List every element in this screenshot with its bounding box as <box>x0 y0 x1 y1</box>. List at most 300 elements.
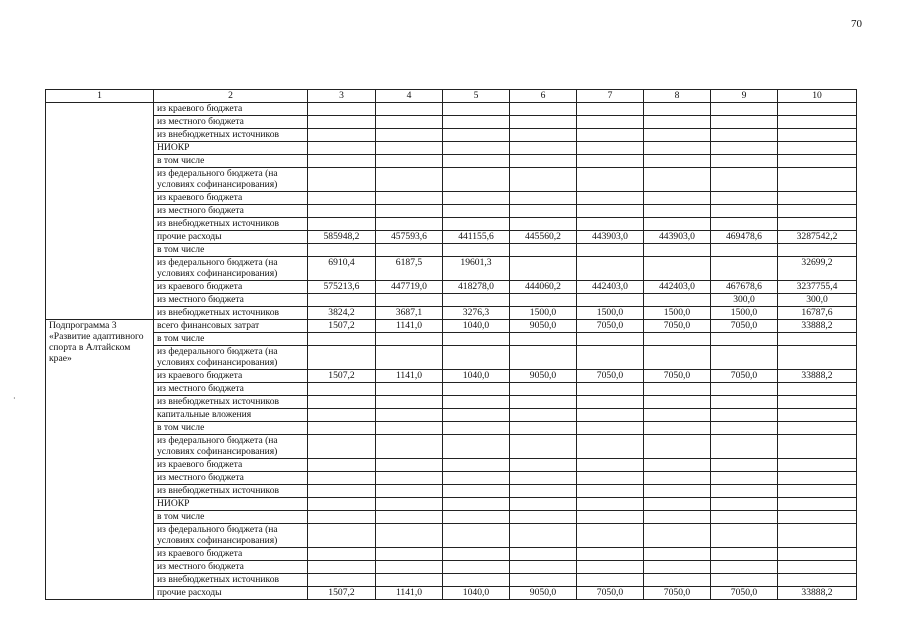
row-label: в том числе <box>154 155 308 168</box>
row-label: из краевого бюджета <box>154 192 308 205</box>
value-cell <box>376 396 443 409</box>
value-cell <box>510 396 577 409</box>
value-cell <box>577 485 644 498</box>
value-cell <box>778 485 857 498</box>
value-cell <box>308 548 376 561</box>
value-cell <box>376 129 443 142</box>
row-label: в том числе <box>154 511 308 524</box>
value-cell <box>644 383 711 396</box>
empty-group-cell <box>46 103 154 320</box>
value-cell <box>510 383 577 396</box>
table-row <box>46 587 857 600</box>
value-cell: 3237755,4 <box>778 281 857 294</box>
value-cell <box>644 459 711 472</box>
value-cell <box>711 459 778 472</box>
value-cell <box>778 459 857 472</box>
value-cell <box>308 435 376 459</box>
value-cell <box>308 485 376 498</box>
value-cell <box>443 472 510 485</box>
row-label: из федерального бюджета (на условиях софинансирования) <box>154 435 308 459</box>
value-cell <box>510 257 577 281</box>
value-cell <box>711 396 778 409</box>
value-cell <box>577 192 644 205</box>
row-label: из местного бюджета <box>154 294 308 307</box>
value-cell <box>443 561 510 574</box>
value-cell <box>376 485 443 498</box>
value-cell <box>443 244 510 257</box>
value-cell: 1500,0 <box>577 307 644 320</box>
table-row <box>46 294 857 307</box>
row-label: всего финансовых затрат <box>154 320 308 333</box>
value-cell <box>577 257 644 281</box>
table-row <box>46 459 857 472</box>
value-cell <box>577 561 644 574</box>
header-cell: 3 <box>308 90 376 103</box>
value-cell <box>577 294 644 307</box>
table-row <box>46 498 857 511</box>
value-cell <box>577 435 644 459</box>
value-cell <box>577 346 644 370</box>
value-cell <box>711 435 778 459</box>
value-cell <box>443 435 510 459</box>
value-cell <box>778 192 857 205</box>
row-label: из местного бюджета <box>154 383 308 396</box>
table-row <box>46 257 857 281</box>
value-cell <box>644 472 711 485</box>
value-cell <box>510 129 577 142</box>
row-label: капитальные вложения <box>154 409 308 422</box>
value-cell <box>644 168 711 192</box>
page-number: 70 <box>851 18 862 30</box>
value-cell <box>308 142 376 155</box>
value-cell <box>376 168 443 192</box>
value-cell <box>376 116 443 129</box>
value-cell <box>443 409 510 422</box>
value-cell <box>778 129 857 142</box>
value-cell <box>308 103 376 116</box>
value-cell <box>711 129 778 142</box>
value-cell <box>778 168 857 192</box>
table-row <box>46 574 857 587</box>
value-cell <box>577 511 644 524</box>
value-cell <box>577 422 644 435</box>
value-cell <box>376 498 443 511</box>
value-cell <box>577 155 644 168</box>
value-cell <box>443 396 510 409</box>
value-cell <box>644 116 711 129</box>
value-cell: 7050,0 <box>711 370 778 383</box>
row-label: прочие расходы <box>154 231 308 244</box>
subprogram-title: Подпрограмма 3 «Развитие адаптивного спорта в Алтайском крае» <box>46 320 154 600</box>
stray-mark: · <box>13 394 16 403</box>
value-cell <box>443 333 510 346</box>
value-cell <box>308 498 376 511</box>
value-cell <box>778 396 857 409</box>
value-cell <box>510 205 577 218</box>
value-cell <box>644 142 711 155</box>
row-label: в том числе <box>154 244 308 257</box>
row-label: из местного бюджета <box>154 472 308 485</box>
table-row <box>46 142 857 155</box>
row-label: из краевого бюджета <box>154 548 308 561</box>
value-cell <box>644 396 711 409</box>
value-cell <box>308 346 376 370</box>
table-row <box>46 231 857 244</box>
value-cell: 443903,0 <box>577 231 644 244</box>
value-cell <box>644 511 711 524</box>
row-label: прочие расходы <box>154 587 308 600</box>
value-cell <box>711 548 778 561</box>
value-cell: 1040,0 <box>443 320 510 333</box>
row-label: из федерального бюджета (на условиях софинансирования) <box>154 168 308 192</box>
value-cell: 585948,2 <box>308 231 376 244</box>
value-cell <box>510 459 577 472</box>
value-cell: 32699,2 <box>778 257 857 281</box>
value-cell <box>778 116 857 129</box>
value-cell <box>510 244 577 257</box>
value-cell <box>510 116 577 129</box>
value-cell: 19601,3 <box>443 257 510 281</box>
value-cell: 9050,0 <box>510 370 577 383</box>
value-cell <box>644 218 711 231</box>
table-row <box>46 548 857 561</box>
header-cell: 10 <box>778 90 857 103</box>
value-cell: 1141,0 <box>376 320 443 333</box>
value-cell: 1507,2 <box>308 320 376 333</box>
value-cell <box>778 472 857 485</box>
value-cell <box>376 192 443 205</box>
value-cell <box>443 116 510 129</box>
value-cell: 7050,0 <box>644 370 711 383</box>
value-cell <box>778 383 857 396</box>
value-cell <box>778 435 857 459</box>
table-row <box>46 422 857 435</box>
value-cell <box>711 218 778 231</box>
value-cell: 16787,6 <box>778 307 857 320</box>
value-cell <box>376 524 443 548</box>
value-cell <box>443 548 510 561</box>
value-cell <box>577 168 644 192</box>
row-label: из внебюджетных источников <box>154 218 308 231</box>
value-cell <box>376 561 443 574</box>
header-row <box>46 90 857 103</box>
value-cell <box>644 205 711 218</box>
value-cell <box>644 561 711 574</box>
value-cell <box>510 511 577 524</box>
value-cell <box>778 561 857 574</box>
value-cell <box>644 485 711 498</box>
budget-table <box>45 89 857 600</box>
value-cell: 447719,0 <box>376 281 443 294</box>
value-cell <box>443 103 510 116</box>
table-row <box>46 333 857 346</box>
value-cell <box>778 155 857 168</box>
value-cell <box>376 218 443 231</box>
value-cell <box>711 244 778 257</box>
value-cell <box>376 142 443 155</box>
value-cell <box>510 435 577 459</box>
table-row <box>46 281 857 294</box>
row-label: из местного бюджета <box>154 205 308 218</box>
value-cell <box>510 142 577 155</box>
value-cell <box>778 142 857 155</box>
table-row <box>46 116 857 129</box>
value-cell <box>711 103 778 116</box>
value-cell <box>577 116 644 129</box>
table-row <box>46 435 857 459</box>
value-cell: 442403,0 <box>577 281 644 294</box>
value-cell <box>510 574 577 587</box>
value-cell: 7050,0 <box>644 587 711 600</box>
value-cell <box>308 168 376 192</box>
value-cell <box>711 574 778 587</box>
row-label: из местного бюджета <box>154 561 308 574</box>
value-cell <box>778 333 857 346</box>
value-cell <box>308 205 376 218</box>
value-cell: 441155,6 <box>443 231 510 244</box>
value-cell: 457593,6 <box>376 231 443 244</box>
value-cell <box>510 192 577 205</box>
value-cell <box>308 333 376 346</box>
header-cell: 8 <box>644 90 711 103</box>
value-cell: 1141,0 <box>376 370 443 383</box>
value-cell: 445560,2 <box>510 231 577 244</box>
table-row <box>46 307 857 320</box>
value-cell: 7050,0 <box>711 587 778 600</box>
value-cell: 3687,1 <box>376 307 443 320</box>
value-cell <box>443 192 510 205</box>
value-cell <box>577 333 644 346</box>
value-cell: 33888,2 <box>778 587 857 600</box>
value-cell <box>308 383 376 396</box>
value-cell <box>577 129 644 142</box>
value-cell <box>308 561 376 574</box>
value-cell <box>308 129 376 142</box>
value-cell <box>711 333 778 346</box>
value-cell: 33888,2 <box>778 320 857 333</box>
value-cell: 1040,0 <box>443 587 510 600</box>
value-cell <box>510 346 577 370</box>
value-cell <box>711 485 778 498</box>
value-cell <box>577 103 644 116</box>
value-cell <box>443 383 510 396</box>
value-cell <box>711 383 778 396</box>
table-row <box>46 485 857 498</box>
value-cell <box>577 548 644 561</box>
table-row <box>46 524 857 548</box>
table-row <box>46 472 857 485</box>
value-cell <box>644 574 711 587</box>
row-label: из внебюджетных источников <box>154 574 308 587</box>
value-cell <box>443 205 510 218</box>
value-cell: 1507,2 <box>308 370 376 383</box>
value-cell <box>510 294 577 307</box>
value-cell: 3287542,2 <box>778 231 857 244</box>
value-cell <box>510 409 577 422</box>
value-cell <box>443 155 510 168</box>
value-cell: 3824,2 <box>308 307 376 320</box>
value-cell <box>711 142 778 155</box>
value-cell <box>376 574 443 587</box>
value-cell: 1040,0 <box>443 370 510 383</box>
value-cell: 469478,6 <box>711 231 778 244</box>
value-cell <box>376 205 443 218</box>
value-cell <box>711 498 778 511</box>
value-cell <box>644 103 711 116</box>
value-cell <box>443 498 510 511</box>
table-row <box>46 168 857 192</box>
value-cell <box>644 548 711 561</box>
value-cell <box>443 218 510 231</box>
row-label: в том числе <box>154 422 308 435</box>
value-cell <box>443 524 510 548</box>
value-cell <box>577 218 644 231</box>
value-cell <box>644 333 711 346</box>
table-row <box>46 244 857 257</box>
row-label: из краевого бюджета <box>154 281 308 294</box>
value-cell <box>443 459 510 472</box>
value-cell <box>644 192 711 205</box>
header-cell: 1 <box>46 90 154 103</box>
value-cell <box>308 155 376 168</box>
value-cell: 6187,5 <box>376 257 443 281</box>
value-cell <box>644 155 711 168</box>
value-cell <box>711 168 778 192</box>
value-cell: 1507,2 <box>308 587 376 600</box>
value-cell: 1500,0 <box>644 307 711 320</box>
value-cell <box>308 459 376 472</box>
value-cell <box>308 244 376 257</box>
value-cell <box>778 498 857 511</box>
value-cell: 418278,0 <box>443 281 510 294</box>
value-cell <box>711 346 778 370</box>
table-row <box>46 192 857 205</box>
header-cell: 4 <box>376 90 443 103</box>
value-cell <box>443 422 510 435</box>
value-cell <box>376 383 443 396</box>
value-cell: 444060,2 <box>510 281 577 294</box>
value-cell <box>644 409 711 422</box>
value-cell <box>644 129 711 142</box>
row-label: из внебюджетных источников <box>154 485 308 498</box>
row-label: из федерального бюджета (на условиях софинансирования) <box>154 346 308 370</box>
value-cell <box>510 485 577 498</box>
value-cell <box>308 218 376 231</box>
table-row <box>46 383 857 396</box>
table-row <box>46 103 857 116</box>
row-label: НИОКР <box>154 142 308 155</box>
value-cell <box>510 472 577 485</box>
table-row <box>46 205 857 218</box>
value-cell: 3276,3 <box>443 307 510 320</box>
table-row <box>46 129 857 142</box>
value-cell <box>510 168 577 192</box>
value-cell <box>778 574 857 587</box>
value-cell: 7050,0 <box>711 320 778 333</box>
value-cell: 575213,6 <box>308 281 376 294</box>
value-cell: 7050,0 <box>577 320 644 333</box>
value-cell: 467678,6 <box>711 281 778 294</box>
value-cell <box>443 511 510 524</box>
value-cell: 7050,0 <box>644 320 711 333</box>
row-label: из краевого бюджета <box>154 370 308 383</box>
row-label: из внебюджетных источников <box>154 307 308 320</box>
value-cell <box>308 396 376 409</box>
value-cell <box>778 103 857 116</box>
value-cell <box>711 205 778 218</box>
value-cell <box>510 333 577 346</box>
value-cell <box>577 244 644 257</box>
header-cell: 5 <box>443 90 510 103</box>
value-cell <box>577 498 644 511</box>
value-cell <box>308 409 376 422</box>
table-row <box>46 511 857 524</box>
value-cell <box>376 511 443 524</box>
value-cell <box>308 192 376 205</box>
value-cell <box>778 244 857 257</box>
value-cell <box>711 472 778 485</box>
value-cell <box>577 142 644 155</box>
value-cell <box>778 511 857 524</box>
row-label: из внебюджетных источников <box>154 396 308 409</box>
value-cell <box>443 574 510 587</box>
value-cell <box>308 472 376 485</box>
value-cell <box>577 574 644 587</box>
value-cell <box>443 168 510 192</box>
value-cell <box>308 574 376 587</box>
value-cell <box>711 422 778 435</box>
value-cell <box>778 548 857 561</box>
table-row <box>46 346 857 370</box>
value-cell <box>308 524 376 548</box>
value-cell <box>376 459 443 472</box>
value-cell <box>376 548 443 561</box>
value-cell: 6910,4 <box>308 257 376 281</box>
value-cell <box>443 485 510 498</box>
value-cell <box>376 422 443 435</box>
value-cell <box>376 409 443 422</box>
row-label: из внебюджетных источников <box>154 129 308 142</box>
value-cell <box>644 498 711 511</box>
table-row <box>46 320 857 333</box>
value-cell <box>644 346 711 370</box>
value-cell <box>510 155 577 168</box>
value-cell <box>443 346 510 370</box>
value-cell <box>443 142 510 155</box>
value-cell <box>644 524 711 548</box>
value-cell: 9050,0 <box>510 320 577 333</box>
value-cell <box>711 116 778 129</box>
table-row <box>46 561 857 574</box>
value-cell <box>443 129 510 142</box>
value-cell <box>711 524 778 548</box>
value-cell: 7050,0 <box>577 370 644 383</box>
value-cell <box>376 244 443 257</box>
header-cell: 9 <box>711 90 778 103</box>
table-body <box>46 103 857 600</box>
row-label: из федерального бюджета (на условиях софинансирования) <box>154 524 308 548</box>
value-cell <box>711 155 778 168</box>
value-cell <box>577 409 644 422</box>
value-cell: 33888,2 <box>778 370 857 383</box>
value-cell <box>644 435 711 459</box>
value-cell <box>510 548 577 561</box>
value-cell <box>443 294 510 307</box>
value-cell <box>577 524 644 548</box>
value-cell <box>644 294 711 307</box>
table-row <box>46 409 857 422</box>
value-cell: 300,0 <box>778 294 857 307</box>
